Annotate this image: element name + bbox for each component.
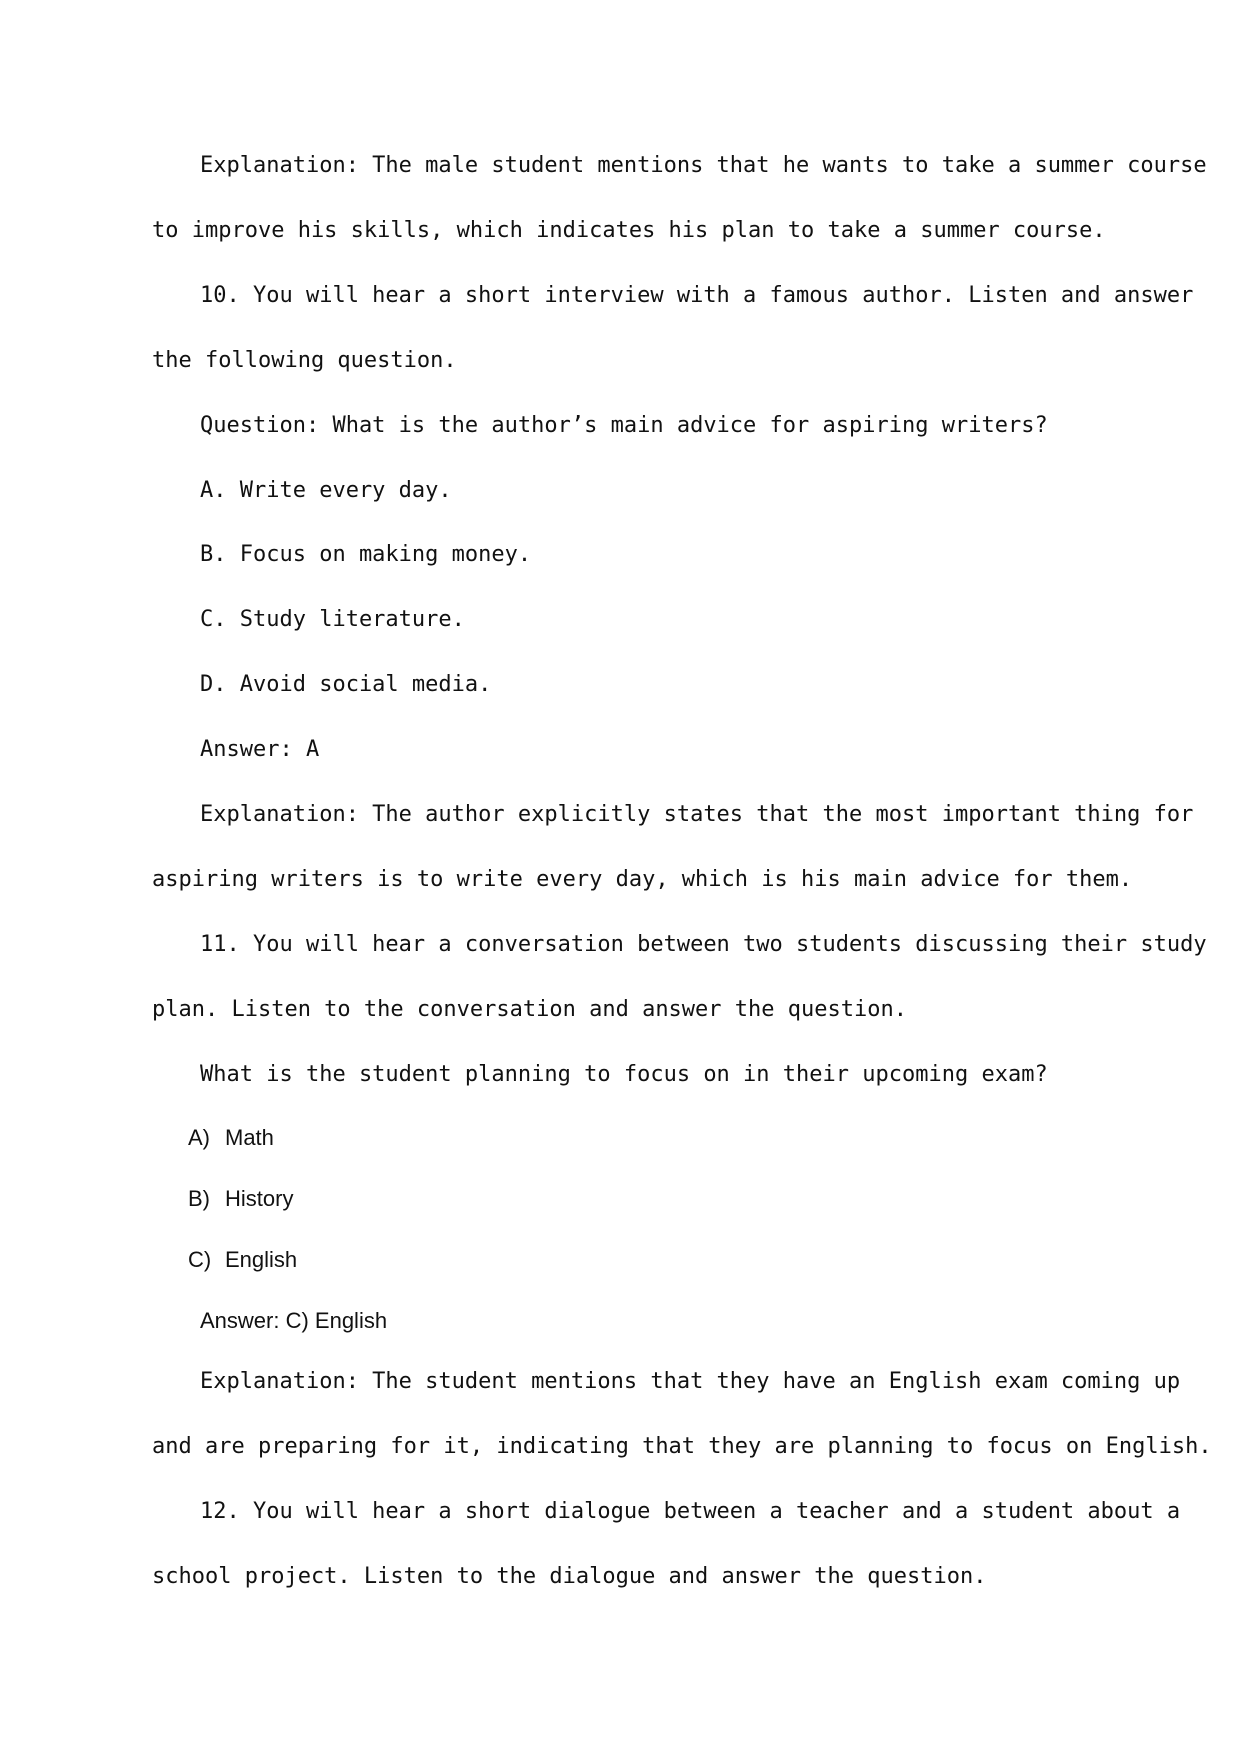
explanation-11-line-1: Explanation: The student mentions that they have an English exam coming up — [200, 1369, 1181, 1394]
question-11-line-1: 11. You will hear a conversation between two students discussing their study — [200, 932, 1207, 957]
question-11-prompt: What is the student planning to focus on in their upcoming exam? — [200, 1062, 1048, 1087]
explanation-9-line-2: to improve his skills, which indicates his plan to take a summer course. — [152, 218, 1106, 243]
question-10-prompt: Question: What is the author’s main advice for aspiring writers? — [200, 413, 1048, 438]
explanation-9-line-1: Explanation: The male student mentions that he wants to take a summer course — [200, 153, 1207, 178]
option-10-d: D. Avoid social media. — [200, 672, 492, 697]
option-text: English — [225, 1247, 298, 1272]
option-10-a: A. Write every day. — [200, 478, 452, 503]
question-10-line-2: the following question. — [152, 348, 457, 373]
option-text: History — [225, 1186, 294, 1211]
question-12-line-1: 12. You will hear a short dialogue between a teacher and a student about a — [200, 1499, 1181, 1524]
answer-11: Answer: C) English — [200, 1308, 388, 1333]
option-text: Math — [225, 1125, 274, 1150]
question-11-line-2: plan. Listen to the conversation and answer the question. — [152, 997, 907, 1022]
explanation-10-line-2: aspiring writers is to write every day, which is his main advice for them. — [152, 867, 1133, 892]
answer-10: Answer: A — [200, 737, 320, 762]
option-10-c: C. Study literature. — [200, 607, 465, 632]
question-10-line-1: 10. You will hear a short interview with a famous author. Listen and answer — [200, 283, 1194, 308]
option-letter: A) — [188, 1125, 210, 1150]
option-letter: C) — [188, 1247, 212, 1272]
explanation-11-line-2: and are preparing for it, indicating that they are planning to focus on English. — [152, 1434, 1212, 1459]
option-letter: B) — [188, 1186, 210, 1211]
explanation-10-line-1: Explanation: The author explicitly states that the most important thing for — [200, 802, 1194, 827]
question-12-line-2: school project. Listen to the dialogue and answer the question. — [152, 1564, 987, 1589]
option-10-b: B. Focus on making money. — [200, 542, 532, 567]
